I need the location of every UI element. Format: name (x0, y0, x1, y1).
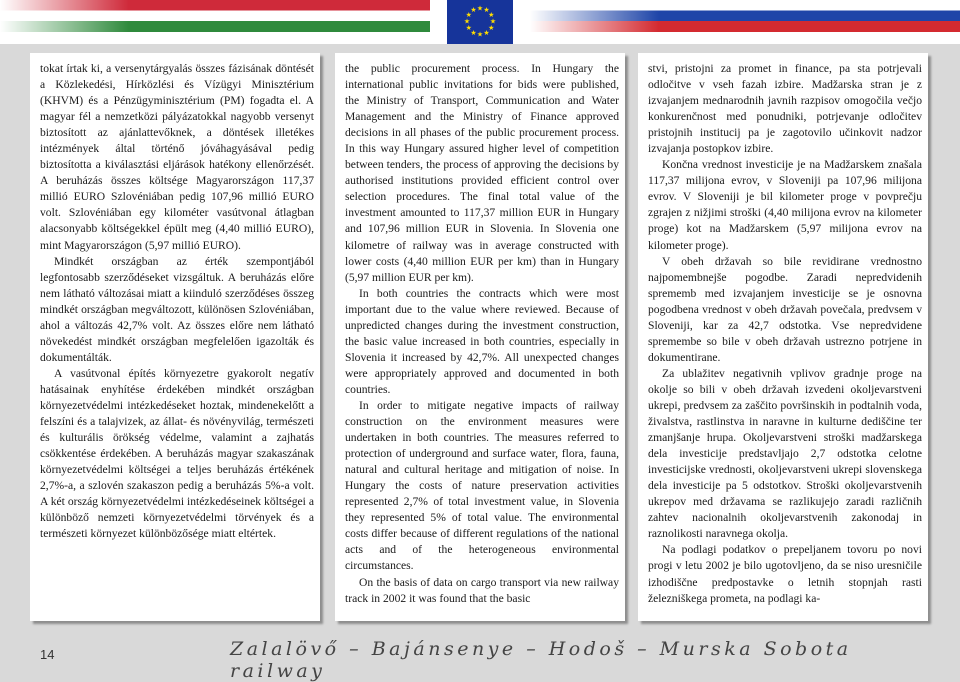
star-icon: ★ (476, 30, 484, 39)
paragraph: In order to mitigate negative impacts of railway construction on the environment measures were undertaken in both countries. The measures referred to protection of underground and surface water, flora, fauna, natural and cultural heritage and mitigation of noise. In Hungary the costs of nature preservation activities represented 2,7% of total investment value, in Slovenia they represented 5% of total value. The environmental costs differ because of different regulations of the national acts and of the heterogeneous environmental circumstances. (345, 398, 619, 573)
footer-title: Zalalövő – Bajánsenye – Hodoš – Murska Sobota railway (230, 638, 852, 682)
star-icon: ★ (483, 6, 490, 15)
star-icon: ★ (465, 24, 472, 32)
paragraph: stvi, pristojni za promet in finance, pa sta potrjevali odločitve v vseh fazah izbire. Madžarska stran je z izvajanjem mednarodnih javnih razpisov omogočila večjo konkurenčnost med ponudniki, potrjevanje odločitev pristojnih institucij pa je zagotovilo učinkovit nadzor izvajanja postopkov izbire. (648, 62, 922, 156)
star-icon: ★ (470, 28, 477, 37)
text-column-si (648, 61, 922, 607)
paragraph: Mindkét országban az érték szempontjából legfontosabb szerződéseket vizsgáltuk. A beruházás előre nem látható változásai miatt a kiinduló szerződéses összeg mindkét országban megváltozott, különösen Szlovéniában, ahol a változás 42,7% volt. Az összes előre nem látható növekedést mindkét országban megfelelően igazolták és dokumentálták. (40, 254, 314, 364)
paragraph: Na podlagi podatkov o prepeljanem tovoru po novi progi v letu 2002 je bilo ugotovljeno, da se niso uresničile izhodiščne predpostavke o letnih stopnjah rasti železniškega prometa, na podlagi ka- (648, 543, 922, 605)
slovenia-flag-icon (530, 0, 960, 32)
paragraph: V obeh državah so bile revidirane vrednostno najpomembnejše pogodbe. Zaradi nepredvidenih sprememb med izvajanjem investicije se je osnovna pogodbena vrednost v obeh državah povečala, predvsem v Sloveniji, kar za 42,7 odstotka. Vse nepredvidene spremembe so bile v obeh državah ustrezno potrjene in dokumentirane. (648, 254, 922, 364)
star-icon: ★ (489, 17, 497, 26)
star-icon: ★ (488, 24, 495, 32)
paragraph: A vasútvonal építés környezetre gyakorolt negatív hatásainak enyhítése érdekében mindkét országban környezetvédelmi intézkedéseket hoztak, mindenekelőtt a felszíni és a talajvizek, az állat- és növényvilág, természeti és kulturális örökség védelme, valamint a zajhatás csökkentése érdekében. A beruházás magyar szakaszának környezetvédelmi költségei a teljes beruházás értékének 2,7%-a, a szlovén szakaszon pedig a beruházás 5%-a volt. A két ország környezetvédelmi intézkedéseinek költségei a különböző nemzeti környezetvédelmi törvények és a természeti környezet különbözősége miatt eltértek. (40, 366, 314, 541)
star-icon: ★ (463, 17, 471, 26)
star-icon: ★ (488, 11, 495, 19)
paragraph: the public procurement process. In Hungary the international public invitations for bids were published, the Ministry of Transport, Communication and Water Management and the Ministry of Finance approved decisions in all phases of the public procurement process. In this way Hungary assured higher level of competition between tenders, the process of approving the decisions by authorised institutions provided efficient control over selection procedures. The final total value of the investment amounted to 117,37 million EUR in Hungary and 107,96 million EUR in Slovenia. In Slovenia one kilometre of railway was in average constructed with lower costs (4,40 million EUR per km) than in Hungary (5,97 million EUR per km). (345, 62, 619, 284)
paragraph: Končna vrednost investicije je na Madžarskem znašala 117,37 milijona evrov, v Sloveniji pa 107,96 milijona evrov. V Sloveniji je bil kilometer proge v povprečju zgrajen z nižjimi stroški (4,40 milijona evrov na kilometer proge) kot na Madžarskem (5,97 milijona evrov na kilometer proge). (648, 158, 922, 252)
paragraph: Za ublažitev negativnih vplivov gradnje proge na okolje so bili v obeh državah izvedeni okoljevarstveni ukrepi, predvsem za zaščito površinskih in podtalnih voda, živalstva, rastlinstva in naravne in kulturne dediščine ter zmanjšanje hrupa. Okoljevarstveni stroški madžarskega dela investicije predstavljajo 2,7 odstotka celotne investicijske vrednosti, okoljevarstveni ukrepi slovenskega dela investicije pa 5 odstotkov. Stroški okoljevarstvenih ukrepov med državama se razlikujejo zaradi različnih zahtev nacionalnih okoljevarstvenih zakonodaj in raznolikosti naravnega okolja. (648, 366, 922, 541)
star-icon: ★ (483, 28, 490, 37)
page-number: 14 (40, 647, 55, 662)
star-icon: ★ (470, 6, 477, 15)
text-column-en (345, 61, 619, 607)
star-icon: ★ (465, 11, 472, 19)
text-column-hu (40, 61, 314, 542)
eu-flag-icon (447, 0, 513, 44)
paragraph: In both countries the contracts which were most important due to the value where reviewed. Because of unpredicted changes during the investment construction, the basic value increased in both countries, especially in Slovenia it increased by 42,7%. All unexpected changes were appropriately approved and documented in both countries. (345, 286, 619, 396)
paragraph: On the basis of data on cargo transport via new railway track in 2002 it was found that the basic (345, 575, 619, 605)
hungary-flag-icon (0, 0, 430, 32)
header-band (0, 0, 960, 44)
star-icon: ★ (476, 4, 484, 13)
paragraph: tokat írtak ki, a versenytárgyalás összes fázisának döntését a Közlekedési, Hírközlési és Vízügyi Minisztérium (KHVM) és a Pénzügyminisztérium (PM) fogadta el. A magyar fél a nemzetközi pályázatokkal nagyobb versenyt biztosított az ajánlattevőknek, a döntések illetékes intézmények által történő jóváhagyásával pedig biztosította a kiválasztási eljárások hatékony ellenőrzését. A beruházás összes költsége Magyarországon 117,37 millió EURO Szlovéniában pedig 107,96 millió EURO volt. Szlovéniában egy kilométer vasútvonal átlagban alacsonyabb költségekkel épült meg (4,40 millió EURO), mint Magyarországon (5,97 millió EURO). (40, 62, 314, 252)
